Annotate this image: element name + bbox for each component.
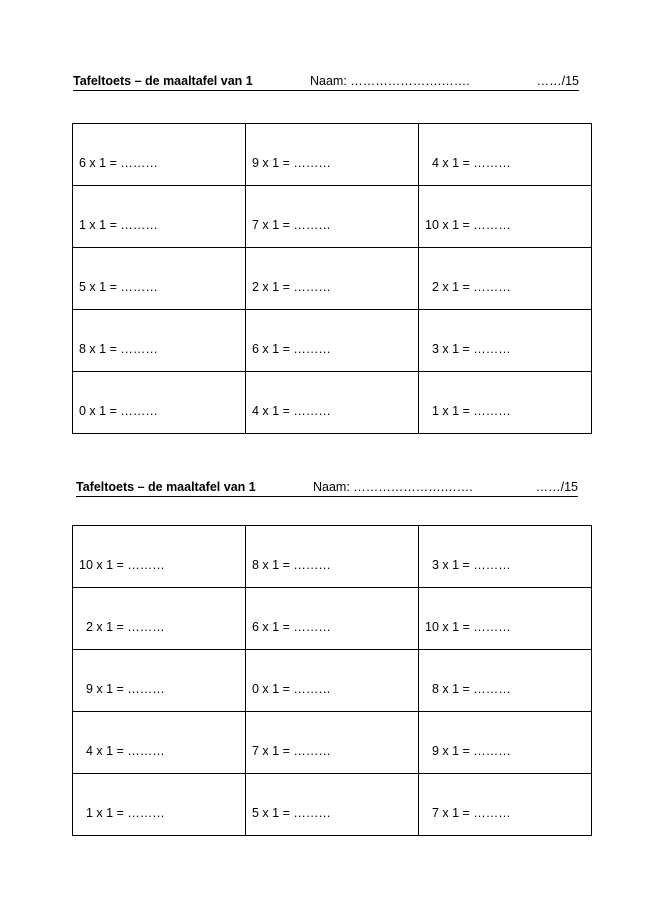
exercise-cell: 2 x 1 = ………: [419, 248, 592, 310]
exercise-cell: 2 x 1 = ………: [246, 248, 419, 310]
test-1-title: Tafeltoets – de maaltafel van 1: [73, 74, 253, 88]
exercise-cell: 4 x 1 = ………: [419, 124, 592, 186]
exercise-cell: 8 x 1 = ………: [73, 310, 246, 372]
test-1-exercise-grid: [72, 123, 592, 434]
test-2-exercise-grid: [72, 525, 592, 836]
exercise-cell: 9 x 1 = ………: [419, 712, 592, 774]
exercise-cell: 4 x 1 = ………: [246, 372, 419, 434]
table-row: [73, 124, 592, 186]
exercise-cell: 8 x 1 = ………: [246, 526, 419, 588]
exercise-cell: 5 x 1 = ………: [246, 774, 419, 836]
table-row: [73, 588, 592, 650]
table-row: [73, 372, 592, 434]
exercise-cell: 6 x 1 = ………: [73, 124, 246, 186]
exercise-cell: 9 x 1 = ………: [246, 124, 419, 186]
exercise-cell: 2 x 1 = ………: [73, 588, 246, 650]
exercise-cell: 4 x 1 = ………: [73, 712, 246, 774]
exercise-cell: 1 x 1 = ………: [73, 186, 246, 248]
exercise-cell: 7 x 1 = ………: [246, 186, 419, 248]
test-1-name-field: Naam: ………………….…….: [310, 74, 470, 88]
table-row: [73, 650, 592, 712]
test-1-score: ……/15: [536, 74, 579, 88]
exercise-cell: 1 x 1 = ………: [73, 774, 246, 836]
test-2-score: ……/15: [535, 480, 578, 494]
exercise-cell: 10 x 1 = ………: [73, 526, 246, 588]
table-row: [73, 774, 592, 836]
table-row: [73, 248, 592, 310]
exercise-cell: 5 x 1 = ………: [73, 248, 246, 310]
exercise-cell: 3 x 1 = ………: [419, 310, 592, 372]
exercise-cell: 1 x 1 = ………: [419, 372, 592, 434]
exercise-cell: 10 x 1 = ………: [419, 186, 592, 248]
test-2-title: Tafeltoets – de maaltafel van 1: [76, 480, 256, 494]
exercise-cell: 0 x 1 = ………: [73, 372, 246, 434]
exercise-cell: 10 x 1 = ………: [419, 588, 592, 650]
exercise-cell: 6 x 1 = ………: [246, 588, 419, 650]
exercise-cell: 6 x 1 = ………: [246, 310, 419, 372]
exercise-cell: 0 x 1 = ………: [246, 650, 419, 712]
test-2-name-field: Naam: ………………….…….: [313, 480, 473, 494]
exercise-cell: 9 x 1 = ………: [73, 650, 246, 712]
exercise-cell: 8 x 1 = ………: [419, 650, 592, 712]
exercise-cell: 7 x 1 = ………: [419, 774, 592, 836]
exercise-cell: 7 x 1 = ………: [246, 712, 419, 774]
test-2-header: [76, 478, 578, 497]
test-1-header: [73, 72, 579, 91]
table-row: [73, 186, 592, 248]
exercise-cell: 3 x 1 = ………: [419, 526, 592, 588]
table-row: [73, 712, 592, 774]
table-row: [73, 310, 592, 372]
table-row: [73, 526, 592, 588]
